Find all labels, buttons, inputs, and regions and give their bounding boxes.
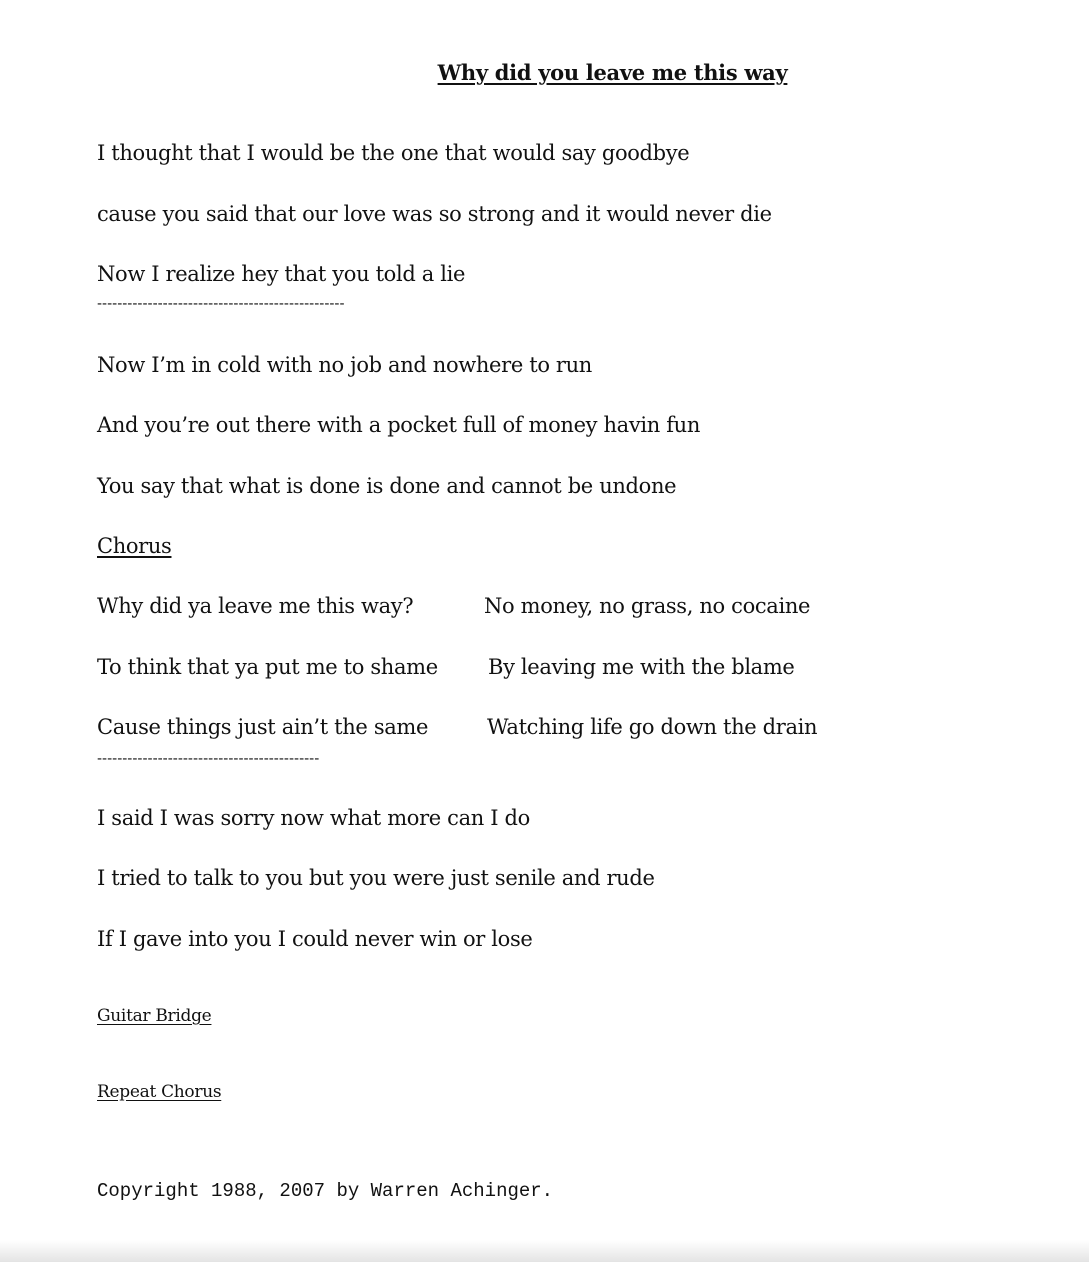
verse1-line-3: Now I realize hey that you told a lie	[97, 262, 466, 286]
verse2-line-2: And you’re out there with a pocket full of money havin fun	[97, 413, 701, 437]
divider-1: -------------------------------------------------	[97, 296, 345, 312]
song-title: Why did you leave me this way	[437, 60, 788, 85]
copyright-notice: Copyright 1988, 2007 by Warren Achinger.	[97, 1180, 554, 1202]
page-bottom-shadow	[0, 1240, 1089, 1262]
verse3-line-2: I tried to talk to you but you were just senile and rude	[97, 866, 655, 890]
repeat-chorus-label: Repeat Chorus	[97, 1082, 222, 1102]
verse3-line-1: I said I was sorry now what more can I do	[97, 806, 530, 830]
guitar-bridge-label: Guitar Bridge	[97, 1006, 212, 1026]
verse1-line-1: I thought that I would be the one that would say goodbye	[97, 141, 690, 165]
chorus-line-3-right: Watching life go down the drain	[487, 715, 818, 739]
chorus-line-1-left: Why did ya leave me this way?	[97, 594, 414, 618]
verse3-line-3: If I gave into you I could never win or lose	[97, 927, 533, 951]
chorus-line-2-right: By leaving me with the blame	[488, 655, 795, 679]
chorus-label: Chorus	[97, 534, 172, 558]
chorus-line-1-right: No money, no grass, no cocaine	[484, 594, 811, 618]
verse2-line-3: You say that what is done is done and cannot be undone	[97, 474, 677, 498]
verse1-line-2: cause you said that our love was so strong and it would never die	[97, 202, 772, 226]
chorus-line-3-left: Cause things just ain’t the same	[97, 715, 429, 739]
divider-2: --------------------------------------------	[97, 751, 320, 767]
verse2-line-1: Now I’m in cold with no job and nowhere to run	[97, 353, 592, 377]
chorus-line-2-left: To think that ya put me to shame	[97, 655, 438, 679]
